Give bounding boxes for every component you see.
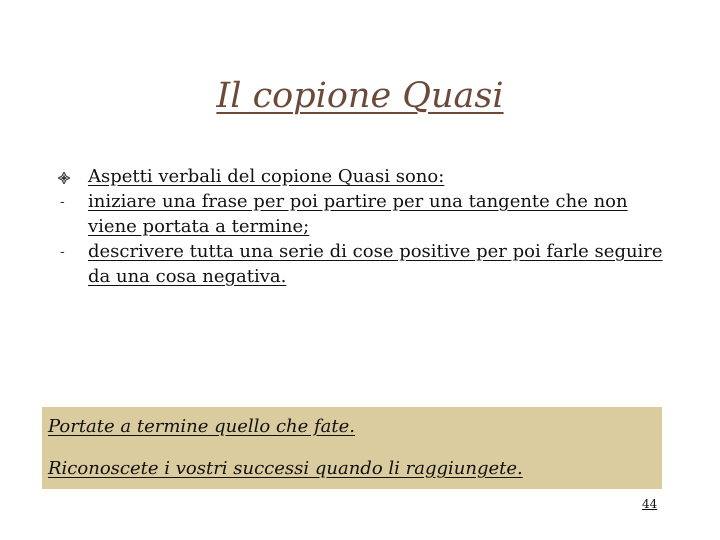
bullet-text: descrivere tutta una serie di cose positive per poi farle seguire da una cosa negativa.	[88, 241, 663, 287]
callout-line-2: Riconoscete i vostri successi quando li raggiungete.	[48, 458, 523, 479]
dash-bullet-icon: -	[60, 194, 65, 210]
bullet-text: Aspetti verbali del copione Quasi sono:	[88, 166, 445, 187]
dash-bullet-icon: -	[60, 244, 65, 260]
bullet-item	[55, 189, 675, 239]
bullet-text: iniziare una frase per poi partire per una tangente che non viene portata a termine;	[88, 191, 628, 237]
callout-box	[42, 407, 662, 489]
diamond-bullet-icon	[58, 172, 70, 184]
bullet-list	[55, 164, 675, 289]
page-number: 44	[642, 497, 658, 511]
slide-title: Il copione Quasi	[216, 76, 504, 116]
callout-line-1: Portate a termine quello che fate.	[48, 416, 356, 437]
bullet-item	[55, 164, 675, 189]
bullet-item	[55, 239, 675, 289]
